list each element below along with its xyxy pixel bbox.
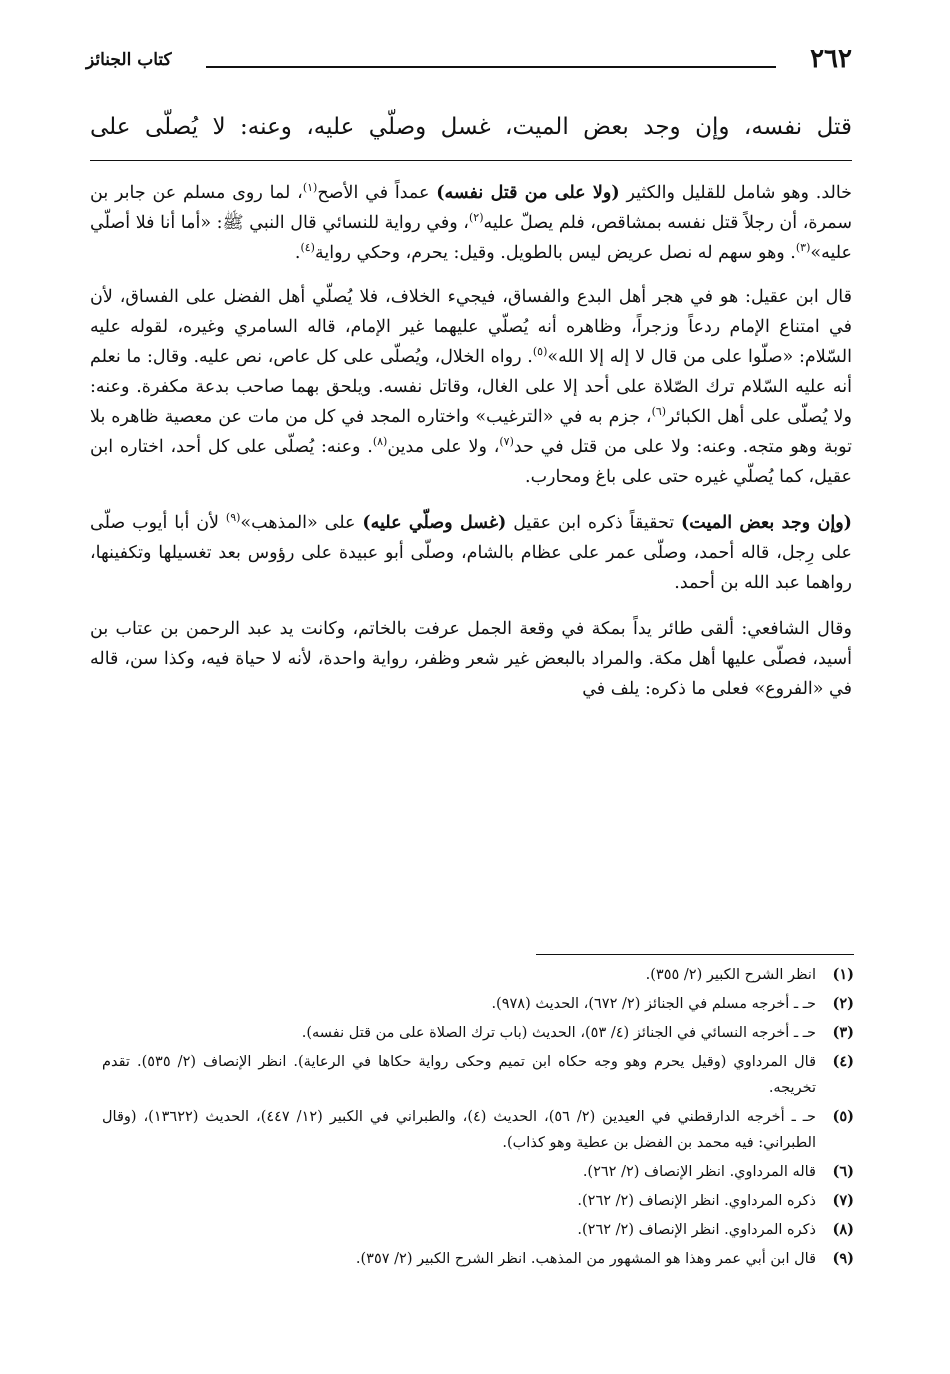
matn-divider [90, 160, 852, 161]
footnote-reference: (٣) [795, 241, 811, 255]
footnote-text: قال ابن أبي عمر وهذا هو المشهور من المذهب. انظر الشرح الكبير (٢/ ٣٥٧). [355, 1251, 816, 1267]
commentary-body [90, 178, 852, 720]
footnote-number: (١) [832, 966, 854, 983]
footnote-number: (٥) [832, 1108, 854, 1125]
footnote-number: (٧) [832, 1192, 854, 1209]
paragraph-text: عمداً في الأصح [317, 183, 437, 203]
commentary-paragraph [90, 282, 852, 492]
footnote-reference: (٨) [372, 435, 388, 449]
footnote-divider [536, 954, 854, 955]
paragraph-text: . وهو سهم له نصل عريض ليس بالطويل. وقيل: يحرم، وحكي رواية [314, 243, 796, 263]
commentary-paragraph [90, 508, 852, 598]
footnote-item [102, 1049, 854, 1101]
footnote-reference: (٤) [300, 241, 315, 255]
footnote-item [102, 991, 854, 1017]
matn-quote: (ولا على من قتل نفسه) [436, 183, 620, 203]
header-rule [206, 66, 776, 68]
footnote-number: (٦) [832, 1163, 854, 1180]
paragraph-text: ، ولا على مدين [387, 437, 500, 457]
footnote-item [102, 1159, 854, 1185]
footnote-number: (٤) [832, 1053, 854, 1070]
paragraph-text: . [294, 243, 301, 263]
book-title: كتاب الجنائز [86, 50, 172, 70]
footnote-text: قال المرداوي (وقيل يحرم وهو وجه حكاه ابن تميم وحكى رواية حكاها في الرعاية). انظر الإنصاف (٢/ ٥٣٥). تقدم تخريجه. [102, 1054, 817, 1096]
footnote-text: ذكره المرداوي. انظر الإنصاف (٢/ ٢٦٢). [577, 1193, 816, 1209]
footnote-item [102, 1246, 854, 1272]
footnote-text: حـ ـ أخرجه النسائي في الجنائز (٤/ ٥٣)، الحديث (باب ترك الصلاة على من قتل نفسه). [301, 1025, 816, 1041]
paragraph-text: ، لما روى مسلم عن جابر بن سمرة، أن رجلاً قتل نفسه بمشاقص، فلم يصلّ عليه [90, 183, 853, 233]
paragraph-text: لأن أبا أيوب صلّى على رِجل، قاله أحمد، وصلّى عمر على عظام بالشام، وصلّى أبو عبيدة على رؤوس بعد تغسيلها وتكفينها، رواهما عبد الله بن أحمد. [90, 513, 852, 593]
commentary-paragraph [90, 178, 852, 268]
matn-quote: (غسل وصلّي عليه) [362, 513, 507, 533]
paragraph-text: قال ابن عقيل: هو في هجر أهل البدع والفساق، فيجيء الخلاف، فلا يُصلّي أهل الفضل على الفساق، لأن في امتناع الإمام ردعاً وزجراً، وظاهره أنه يُصلّي عليهما غير الإمام، قاله السامري وغيره، لقوله عليه السّلام: «صلّوا على من قال لا إله إلا الله» [90, 287, 852, 367]
footnote-reference: (١) [302, 181, 318, 195]
footnote-item [102, 962, 854, 988]
paragraph-text: على «المذهب» [240, 513, 363, 533]
footnote-text: انظر الشرح الكبير (٢/ ٣٥٥). [645, 967, 816, 983]
footnotes-list [102, 962, 854, 1275]
footnote-number: (٣) [832, 1024, 854, 1041]
commentary-paragraph [90, 614, 852, 704]
footnote-item [102, 1104, 854, 1156]
footnote-number: (٩) [832, 1250, 854, 1267]
footnote-reference: (٩) [225, 511, 241, 525]
paragraph-text: ، جزم به في «الترغيب» واختاره المجد في كل من مات عن معصية ظاهره بلا توبة وهو متجه. وعنه: ولا على من قتل في حد [90, 407, 852, 457]
paragraph-text: . رواه الخلال، ويُصلّى على كل عاص، نص عليه. وقال: ما نعلم أنه عليه السّلام ترك الصّلاة على أحد إلا على الغال، وقاتل نفسه. ويلحق بهما صاحب بدعة مكفرة. وعنه: ولا يُصلّى على أهل الكبائر [90, 347, 852, 427]
footnote-item [102, 1020, 854, 1046]
footnote-reference: (٢) [468, 211, 484, 225]
footnote-reference: (٧) [499, 435, 514, 449]
footnote-text: حـ ـ أخرجه مسلم في الجنائز (٢/ ٦٧٢)، الحديث (٩٧٨). [491, 996, 816, 1012]
footnote-text: حـ ـ أخرجه الدارقطني في العيدين (٢/ ٥٦)، الحديث (٤)، والطبراني في الكبير (١٢/ ٤٤٧)، الحديث (١٣٦٢٢)، (وقال الطبراني: فيه محمد بن الفضل بن عطية وهو كذاب). [102, 1109, 816, 1151]
paragraph-text: . وعنه: يُصلّى على كل أحد، اختاره ابن عقيل، كما يُصلّي غيره حتى على باغ ومحارب. [90, 437, 852, 487]
paragraph-text: خالد. وهو شامل للقليل والكثير [619, 183, 852, 203]
footnote-number: (٢) [832, 995, 854, 1012]
page-number: ٢٦٢ [810, 44, 852, 74]
paragraph-text: وقال الشافعي: ألقى طائر يداً بمكة في وقعة الجمل عرفت بالخاتم، وكانت يد عبد الرحمن بن عتاب بن أسيد، فصلّى عليها أهل مكة. والمراد بالبعض غير شعر وظفر، رواية واحدة، لأنه لا حياة فيه، وكذا سن، قاله في «الفروع» فعلى ما ذكره: يلف في [90, 619, 852, 699]
footnote-number: (٨) [832, 1221, 854, 1238]
paragraph-text: ، وفي رواية للنسائي قال النبي ﷺ: «أما أنا فلا أصلّي عليه» [90, 213, 852, 263]
paragraph-text: تحقيقاً ذكره ابن عقيل [506, 513, 682, 533]
matn-quote: (وإن وجد بعض الميت) [681, 513, 852, 533]
footnote-reference: (٥) [532, 345, 548, 359]
page-header [86, 44, 852, 74]
footnote-text: قاله المرداوي. انظر الإنصاف (٢/ ٢٦٢). [582, 1164, 816, 1180]
footnote-item [102, 1217, 854, 1243]
footnote-text: ذكره المرداوي. انظر الإنصاف (٢/ ٢٦٢). [577, 1222, 816, 1238]
footnote-item [102, 1188, 854, 1214]
footnote-reference: (٦) [651, 405, 667, 419]
matn-text: قتل نفسه، وإن وجد بعض الميت، غسل وصلّي عليه، وعنه: لا يُصلّى على [90, 114, 852, 140]
